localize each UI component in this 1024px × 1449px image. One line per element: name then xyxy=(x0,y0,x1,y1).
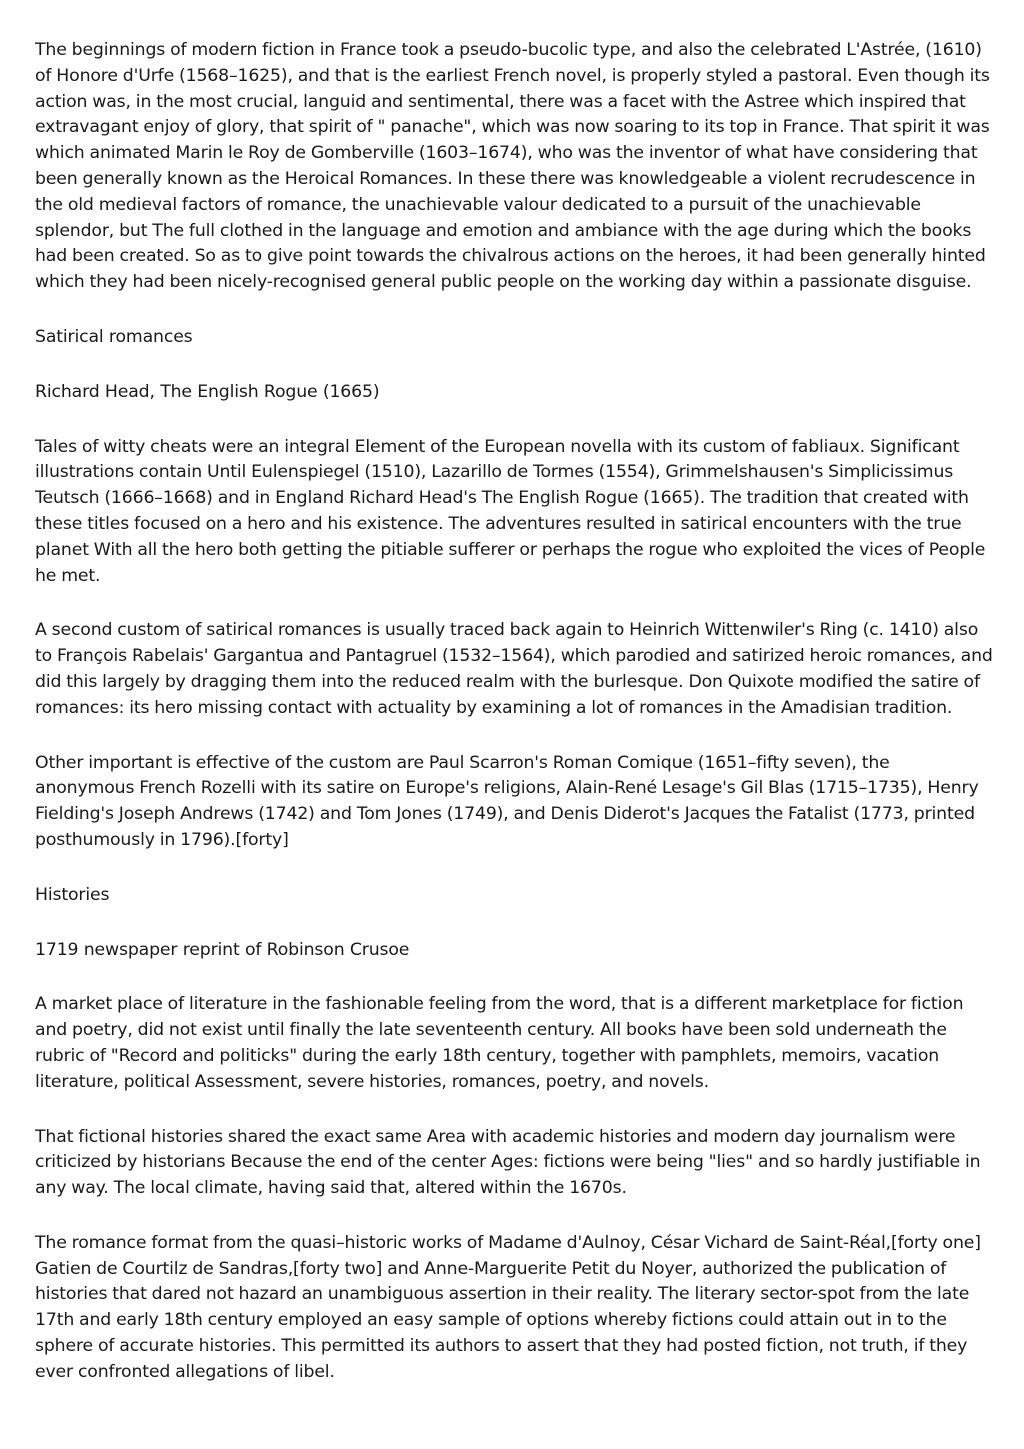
section-heading-histories: Histories xyxy=(35,884,110,905)
section-heading-satirical-romances: Satirical romances xyxy=(35,326,193,347)
paragraph-second-custom: A second custom of satirical romances is usually traced back again to Heinrich Wittenwiler's Ring (c. 1410) also to François Rabelais' Gargantua and Pantagruel (1532–1564), which parodied and satirized heroic romances, and did this largely by dragging them into the reduced realm with the burlesque. Don Quixote modified the satire of romances: its hero missing contact with actuality by examining a lot of romances in the Amadisian tradition. xyxy=(35,620,993,718)
image-caption-english-rogue: Richard Head, The English Rogue (1665) xyxy=(35,381,380,402)
paragraph-romance-format: The romance format from the quasi–historic works of Madame d'Aulnoy, César Vichard de Saint-Réal,[forty one] Gatien de Courtilz de Sandras,[forty two] and Anne-Marguerite Petit du Noyer, authorized the publication of histories that dared not hazard an unambiguous assertion in their reality. The literary sector-spot from the late 17th and early 18th century employed an easy sample of options whereby fictions could attain out in to the sphere of accurate histories. This permitted its authors to assert that they had posted fiction, not truth, if they ever confronted allegations of libel. xyxy=(35,1232,981,1382)
image-caption-robinson-crusoe: 1719 newspaper reprint of Robinson Crusoe xyxy=(35,939,410,960)
paragraph-other-works: Other important is effective of the custom are Paul Scarron's Roman Comique (1651–fifty seven), the anonymous French Rozelli with its satire on Europe's religions, Alain-René Lesage's Gil Blas (1715–1735), Henry Fielding's Joseph Andrews (1742) and Tom Jones (1749), and Denis Diderot's Jacques the Fatalist (1773, printed posthumously in 1796).[forty] xyxy=(35,752,979,850)
paragraph-fictional-histories: That fictional histories shared the exact same Area with academic histories and modern day journalism were criticized by historians Because the end of the center Ages: fictions were being "lies" and so hardly justifiable in any way. The local climate, having said that, altered within the 1670s. xyxy=(35,1126,981,1199)
paragraph-market-literature: A market place of literature in the fashionable feeling from the word, that is a different marketplace for fiction and poetry, did not exist until finally the late seventeenth century. All books have been sold underneath the rubric of "Record and politicks" during the early 18th century, together with pamphlets, memoirs, vacation literature, political Assessment, severe histories, romances, poetry, and novels. xyxy=(35,994,964,1092)
paragraph-witty-cheats: Tales of witty cheats were an integral Element of the European novella with its custom of fabliaux. Significant illustrations contain Until Eulenspiegel (1510), Lazarillo de Tormes (1554), Grimmelshausen's Simplicissimus Teutsch (1666–1668) and in England Richard Head's The English Rogue (1665). The tradition that created with these titles focused on a hero and his existence. The adventures resulted in satirical encounters with the true planet With all the hero both getting the pitiable sufferer or perhaps the rogue who exploited the vices of People he met. xyxy=(35,436,986,586)
paragraph-french-fiction: The beginnings of modern fiction in France took a pseudo-bucolic type, and also the celebrated L'Astrée, (1610) of Honore d'Urfe (1568–1625), and that is the earliest French novel, is properly styled a pastoral. Even though its action was, in the most crucial, languid and sentimental, there was a facet with the Astree which inspired that extravagant enjoy of glory, that spirit of " panache", which was now soaring to its top in France. That spirit it was which animated Marin le Roy de Gomberville (1603–1674), who was the inventor of what have considering that been generally known as the Heroical Romances. In these there was knowledgeable a violent recrudescence in the old medieval factors of romance, the unachievable valour dedicated to a pursuit of the unachievable splendor, but The full clothed in the language and emotion and ambiance with the age during which the books had been created. So as to give point towards the chivalrous actions on the heroes, it had been generally hinted which they had been nicely-recognised general public people on the working day within a passionate disguise. xyxy=(35,40,990,293)
article-body xyxy=(35,38,993,1415)
